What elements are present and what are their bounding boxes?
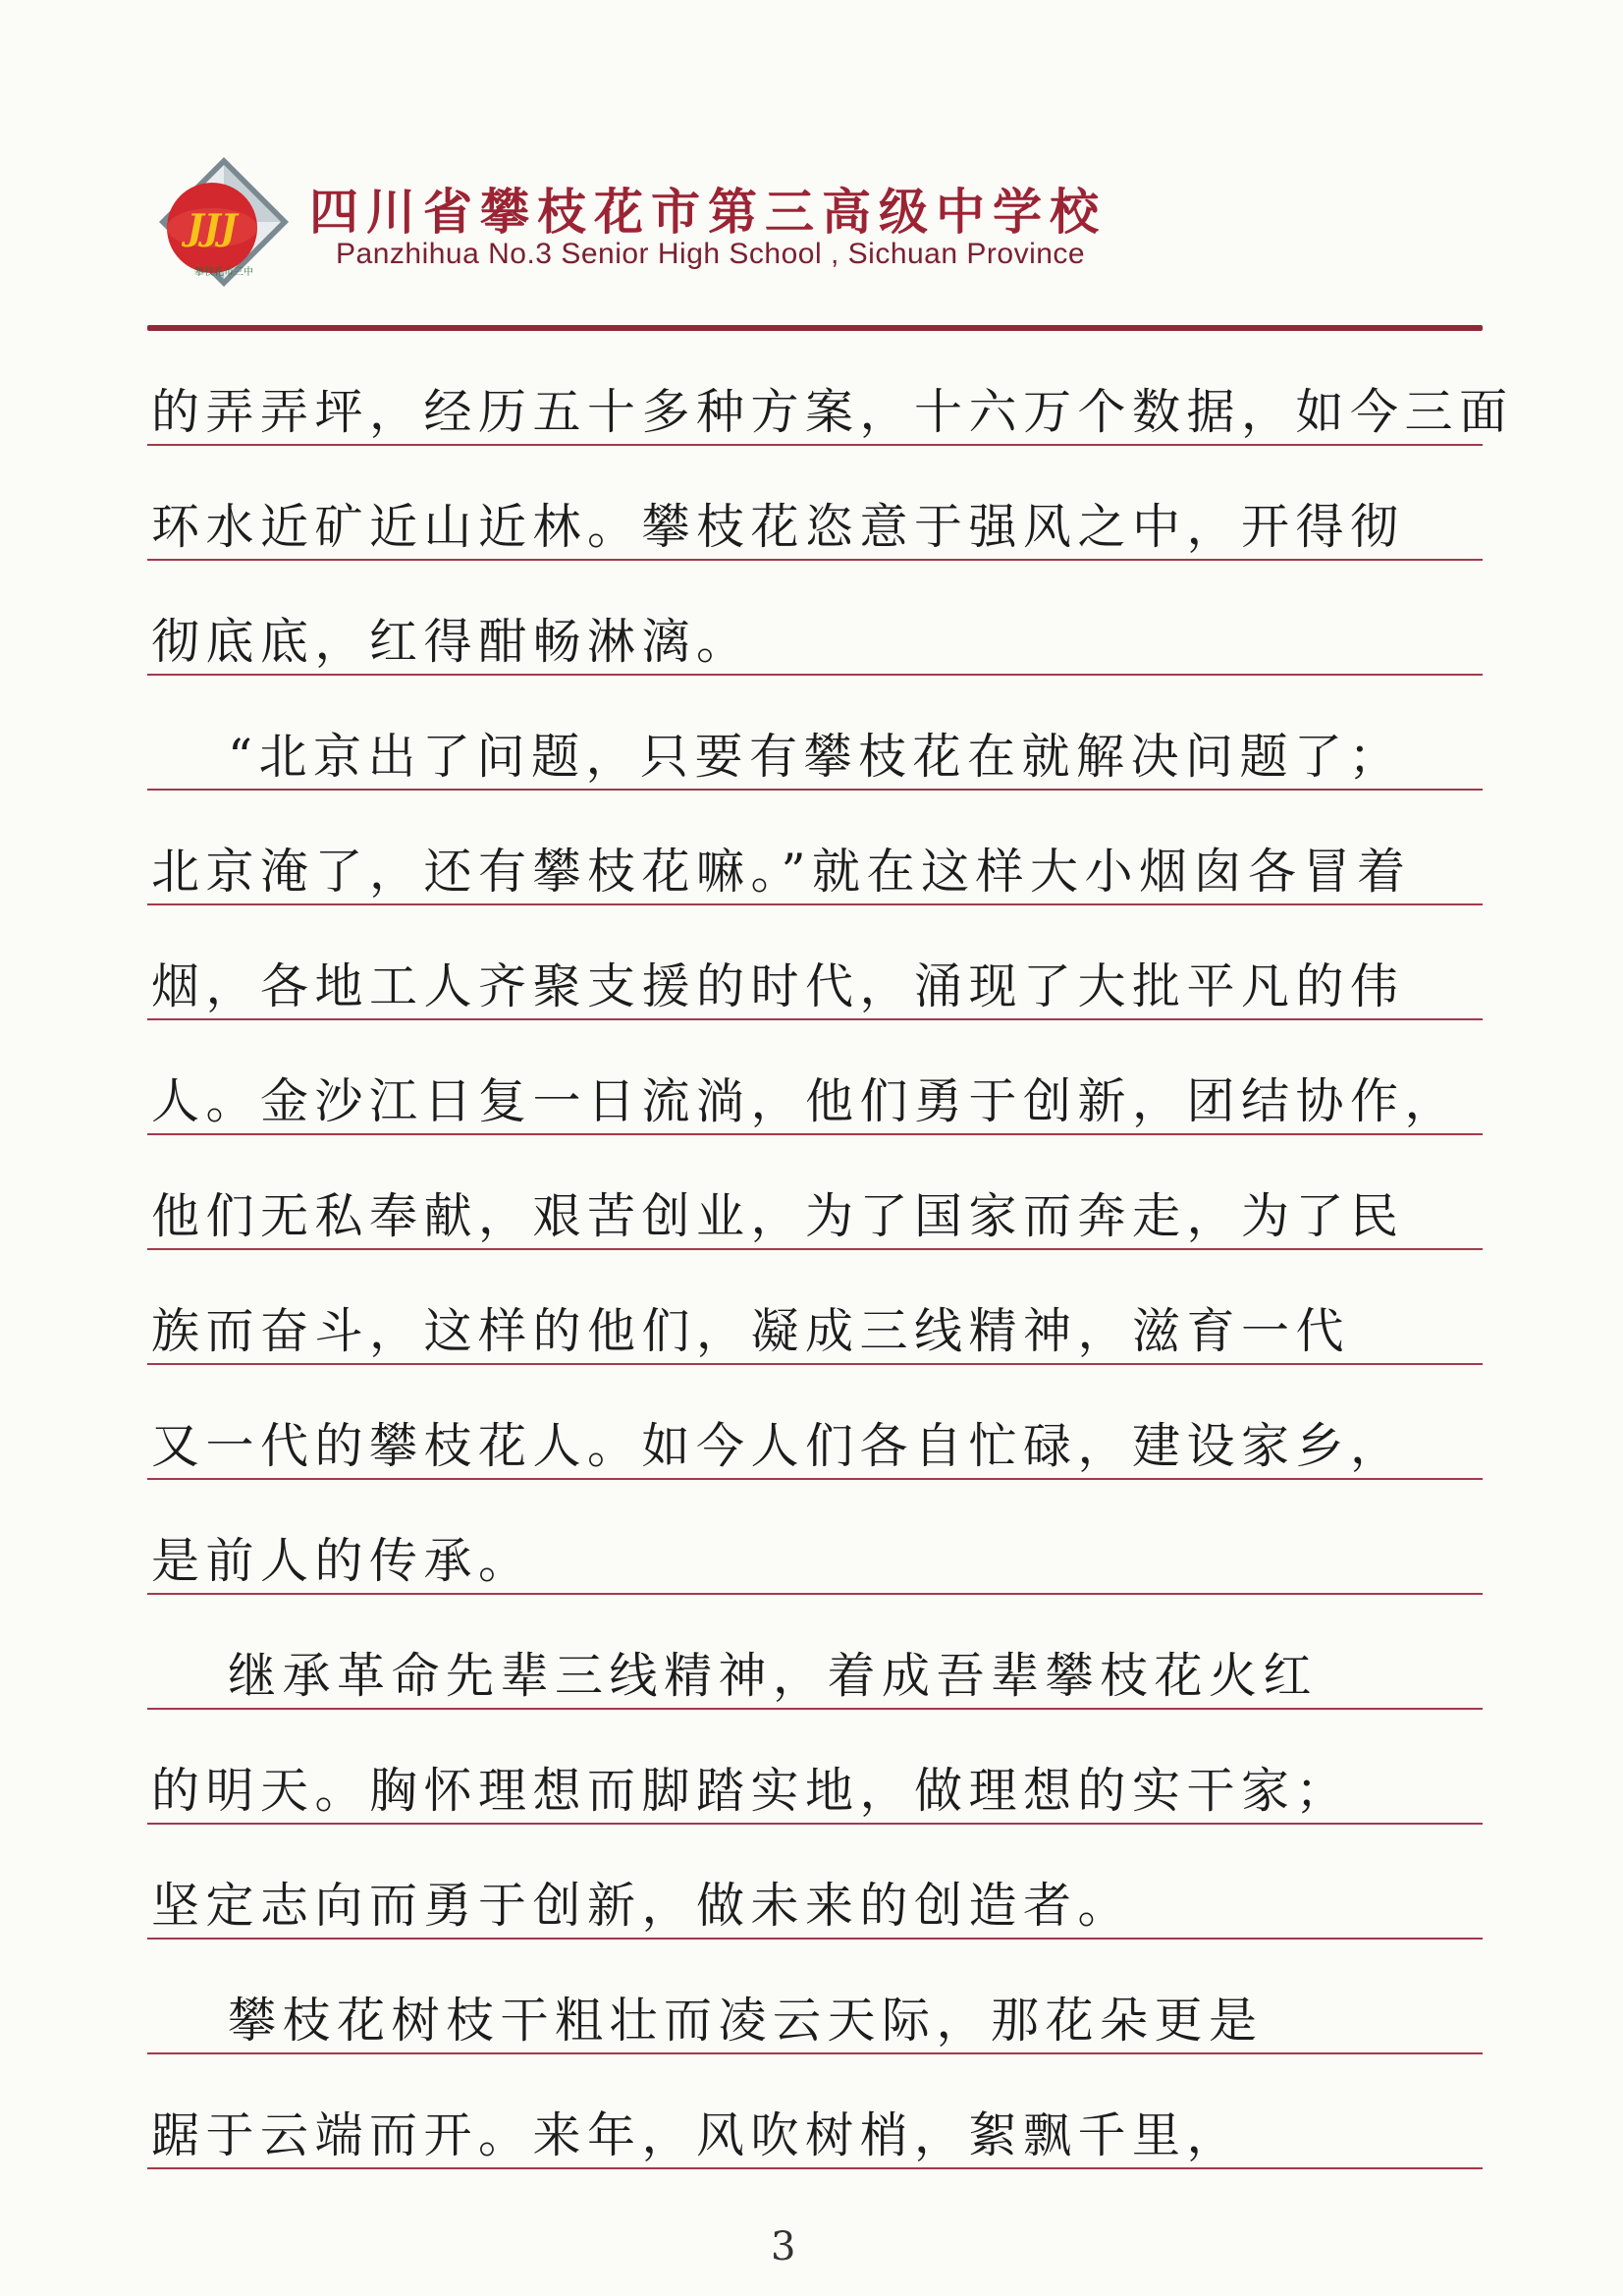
ruled-line bbox=[147, 1940, 1483, 2054]
handwritten-text: 的明天。胸怀理想而脚踏实地，做理想的实干家； bbox=[151, 1763, 1351, 1819]
handwritten-text: 族而奋斗，这样的他们，凝成三线精神，滋育一代 bbox=[151, 1303, 1351, 1359]
handwritten-text: 继承革命先辈三线精神，着成吾辈攀枝花火红 bbox=[228, 1648, 1319, 1704]
handwritten-text: “北京出了问题，只要有攀枝花在就解决问题了； bbox=[228, 729, 1404, 785]
ruled-line bbox=[147, 676, 1483, 791]
letterhead bbox=[147, 145, 1473, 302]
ruled-line bbox=[147, 1365, 1483, 1480]
ruled-line bbox=[147, 446, 1483, 561]
handwritten-text: 烟，各地工人齐聚支援的时代，涌现了大批平凡的伟 bbox=[151, 958, 1405, 1014]
ruled-line bbox=[147, 1710, 1483, 1825]
logo-mark: JJJ bbox=[187, 207, 238, 248]
ruled-line bbox=[147, 1480, 1483, 1595]
handwritten-text: 的弄弄坪，经历五十多种方案，十六万个数据，如今三面 bbox=[151, 384, 1514, 440]
handwritten-text: 彻底底，红得酣畅淋漓。 bbox=[151, 614, 751, 670]
ruled-line bbox=[147, 905, 1483, 1020]
school-name-chinese: 四川省攀枝花市第三高级中学校 bbox=[309, 183, 1107, 241]
handwritten-text: 人。金沙江日复一日流淌，他们勇于创新，团结协作， bbox=[151, 1073, 1460, 1129]
page-number: 3 bbox=[771, 2224, 796, 2269]
ruled-line bbox=[147, 2054, 1483, 2169]
essay-body bbox=[147, 331, 1514, 2169]
handwritten-text: 是前人的传承。 bbox=[151, 1533, 533, 1589]
handwritten-text: 环水近矿近山近林。攀枝花恣意于强风之中，开得彻 bbox=[151, 499, 1405, 555]
ruled-line bbox=[147, 1595, 1483, 1710]
ruled-line bbox=[147, 1020, 1483, 1135]
ruled-line bbox=[147, 561, 1483, 676]
logo-caption: 攀枝花市三中 bbox=[194, 267, 253, 278]
handwritten-text: 又一代的攀枝花人。如今人们各自忙碌，建设家乡， bbox=[151, 1418, 1405, 1474]
ruled-line bbox=[147, 1250, 1483, 1365]
handwritten-text: 坚定志向而勇于创新，做未来的创造者。 bbox=[151, 1878, 1133, 1934]
ruled-line bbox=[147, 1825, 1483, 1940]
handwritten-text: 攀枝花树枝干粗壮而凌云天际，那花朵更是 bbox=[228, 1993, 1264, 2049]
ruled-line bbox=[147, 1135, 1483, 1250]
handwritten-text: 踞于云端而开。来年，风吹树梢，絮飘千里， bbox=[151, 2107, 1242, 2163]
handwritten-text: 他们无私奉献，艰苦创业，为了国家而奔走，为了民 bbox=[151, 1188, 1405, 1244]
school-name-english: Panzhihua No.3 Senior High School , Sichuan Province bbox=[336, 238, 1086, 270]
school-logo-icon bbox=[155, 153, 293, 291]
ruled-line bbox=[147, 791, 1483, 905]
ruled-line bbox=[147, 331, 1514, 446]
handwritten-text: 北京淹了，还有攀枝花嘛。”就在这样大小烟囱各冒着 bbox=[151, 844, 1412, 900]
